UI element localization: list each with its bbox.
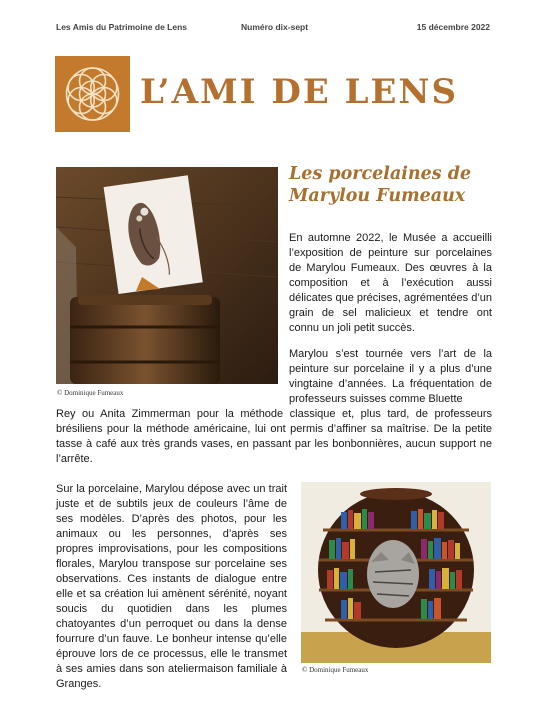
photo-caption: © Dominique Fumeaux (302, 666, 369, 674)
rosette-logo-icon (55, 56, 130, 132)
article-paragraph: Marylou s’est tournée vers l’art de la peinture sur porcelaine il y a plus d’une vingtaine d’années. La fréquentation de professeurs suisses comme Bluette (289, 348, 492, 405)
issue-date: 15 décembre 2022 (416, 22, 490, 32)
article-paragraph: En automne 2022, le Musée a accueilli l’exposition de peinture sur porcelaines de Marylou Fumeaux. Des œuvres à la composition et à l’exécution aussi délicates que précises, agrémentées d’un grain de sel malicieux et tendre ont connu un joli petit succès. (289, 232, 493, 334)
article-title (289, 163, 499, 207)
association-name: Les Amis du Patrimoine de Lens (56, 22, 187, 32)
newsletter-title: L’AMI DE LENS (140, 72, 459, 112)
issue-number: Numéro dix-sept (241, 22, 309, 32)
article-paragraph: Rey ou Anita Zimmerman pour la méthode classique et, plus tard, de professeurs brésiliens pour la méthode américaine, lui ont permis d’affiner sa maîtrise. De la petite tasse à café aux très grands vases, en passant par les bonbonnières, aucun support ne l’arrête. (56, 408, 492, 465)
photo-caption: © Dominique Fumeaux (57, 389, 124, 397)
photo-portrait-plate-on-barrel (56, 167, 278, 384)
article-title-line: Marylou Fumeaux (289, 186, 466, 206)
running-header (56, 22, 490, 36)
photo-bookshelf-vase (301, 482, 491, 663)
article-title-line: Les porcelaines de (289, 164, 472, 184)
article-paragraph: Sur la porcelaine, Marylou dépose avec un trait juste et de subtils jeux de couleurs l’âme de ses modèles. D’après des photos, pour les animaux ou les personnes, d’après ses propres improvisations, pour les compositions florales, Marylou transpose sur porcelaine ses observations. Ces instants de dialogue entre elle et sa création lui amènent sérénité, noyant soucis du quotidien dans les plumes chatoyantes d’un perroquet ou dans la dense fourrure d’un fauve. Le bonheur intense qu’elle éprouve lors de ce processus, elle le transmet à ses amies dans son ateliermaison familiale à Granges. (56, 483, 287, 690)
